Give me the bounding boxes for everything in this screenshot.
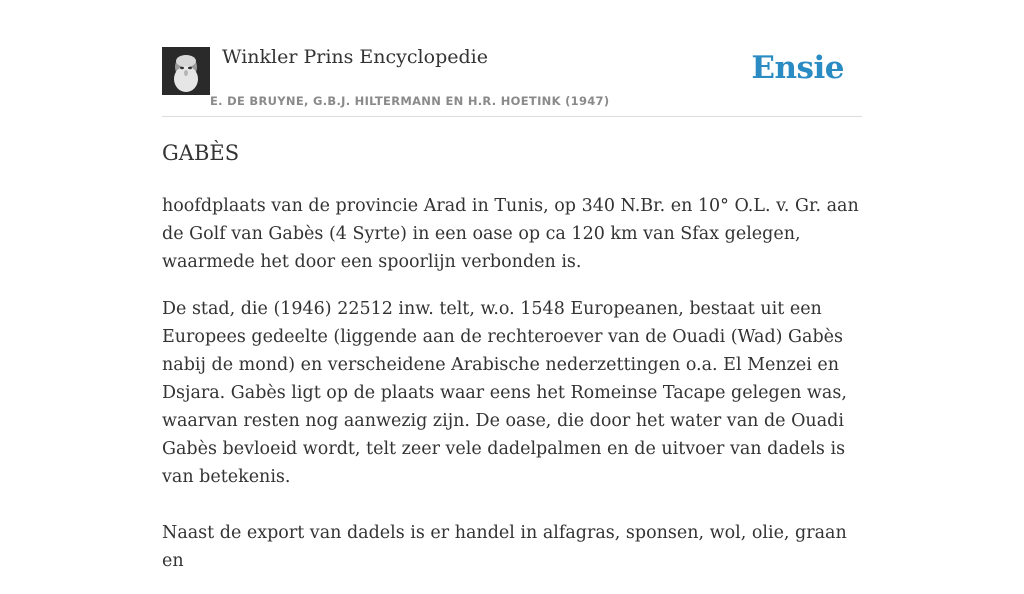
author-portrait-image: [162, 47, 210, 95]
article-body: [162, 192, 862, 594]
author-avatar[interactable]: [162, 47, 210, 95]
source-title[interactable]: Winkler Prins Encyclopedie: [222, 46, 488, 68]
source-header: [162, 38, 862, 117]
source-authors: E. DE BRUYNE, G.B.J. HILTERMANN EN H.R. HOETINK (1947): [210, 94, 610, 108]
article-paragraph-1: hoofdplaats van de provincie Arad in Tunis, op 340 N.Br. en 10° O.L. v. Gr. aan de Golf van Gabès (4 Syrte) in een oase op ca 120 km van Sfax gelegen, waarmede het door een spoorlijn verbonden is.: [162, 196, 859, 272]
article-title: GABÈS: [162, 141, 240, 165]
brand-logo[interactable]: Ensie: [751, 50, 844, 86]
article-paragraph-3: Naast de export van dadels is er handel in alfagras, sponsen, wol, olie, graan en: [162, 523, 847, 571]
article-paragraph-2: De stad, die (1946) 22512 inw. telt, w.o. 1548 Europeanen, bestaat uit een Europees gedeelte (liggende aan de rechteroever van de Ouadi (Wad) Gabès nabij de mond) en verscheidene Arabische nederzettingen o.a. El Menzei en Dsjara. Gabès ligt op de plaats waar eens het Romeinse Tacape gelegen was, waarvan resten nog aanwezig zijn. De oase, die door het water van de Ouadi Gabès bevloeid wordt, telt zeer vele dadelpalmen en de uitvoer van dadels is van betekenis.: [162, 299, 847, 487]
